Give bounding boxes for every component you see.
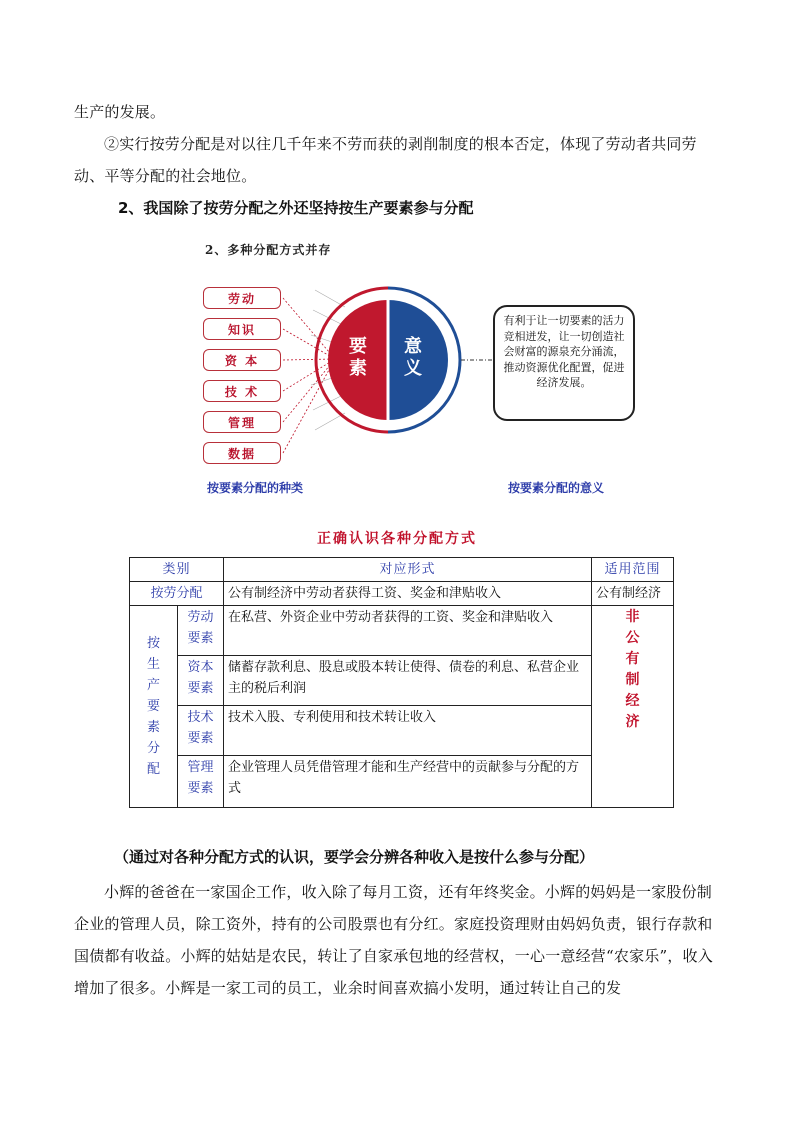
cell-factor-name: [178, 606, 224, 656]
caption-factor-types: 按要素分配的种类: [207, 481, 304, 495]
cell-factor-name: [178, 656, 224, 706]
cell-factor-name: [178, 756, 224, 808]
distribution-methods-table: [129, 557, 674, 808]
cell-factor-scope: [592, 606, 674, 808]
diagram-title: 2、多种分配方式并存: [205, 243, 332, 257]
connector-line: [283, 329, 335, 359]
table-title: 正确认识各种分配方式: [317, 531, 477, 547]
cell-factor-form: 技术入股、专利使用和技术转让收入: [224, 706, 592, 756]
factor-name-label: 管理要素: [187, 760, 214, 796]
factor-name-label: 技术要素: [187, 710, 214, 746]
circle-label-meaning: 意义: [404, 336, 422, 379]
table-header-row: [130, 558, 674, 582]
cell-labor-form: 公有制经济中劳动者获得工资、奖金和津贴收入: [224, 582, 592, 606]
cell-factor-form: 在私营、外资企业中劳动者获得的工资、奖金和津贴收入: [224, 606, 592, 656]
meaning-description-box: 有利于让一切要素的活力竞相迸发，让一切创造社会财富的源泉充分涌流，推动资源优化配置，促进经济发展。: [493, 305, 635, 421]
header-form: 对应形式: [224, 558, 592, 582]
cell-factor-name: [178, 706, 224, 756]
connector-line: [283, 359, 335, 391]
connector-line: [283, 359, 335, 453]
factor-management: 管理: [203, 411, 281, 433]
header-category: 类别: [130, 558, 224, 582]
connector-line: [283, 298, 335, 359]
paragraph-labor-distribution: ②实行按劳分配是对以往几千年来不劳而获的剥削制度的根本否定，体现了劳动者共同劳动、平等分配的社会地位。: [74, 135, 697, 185]
note-heading: （通过对各种分配方式的认识，要学会分辨各种收入是按什么参与分配）: [114, 848, 595, 866]
paragraph-intro-end: 生产的发展。: [74, 103, 166, 121]
story-paragraph: 小辉的爸爸在一家国企工作，收入除了每月工资，还有年终奖金。小辉的妈妈是一家股份制企业的管理人员，除工资外，持有的公司股票也有分红。家庭投资理财由妈妈负责，银行存款和国债都有收益。小辉的姑姑是农民，转让了自家承包地的经营权，一心一意经营“农家乐”，收入增加了很多。小辉是一家工司的员工，业余时间喜欢搞小发明，通过转让自己的发: [74, 883, 713, 997]
connector-line: [283, 359, 335, 422]
factor-capital: 资 本: [203, 349, 281, 371]
factor-scope-label: 非公有制经济: [625, 609, 640, 730]
caption-factor-meaning: 按要素分配的意义: [508, 481, 605, 495]
cell-factor-form: 企业管理人员凭借管理才能和生产经营中的贡献参与分配的方式: [224, 756, 592, 808]
header-scope: 适用范围: [592, 558, 674, 582]
factor-distribution-diagram: [195, 235, 655, 505]
factor-data: 数据: [203, 442, 281, 464]
cell-labor-category: 按劳分配: [130, 582, 224, 606]
factor-knowledge: 知识: [203, 318, 281, 340]
factor-name-label: 资本要素: [187, 660, 214, 696]
table-row: [130, 606, 674, 656]
factor-labor: 劳动: [203, 287, 281, 309]
cell-factor-group: [130, 606, 178, 808]
connector-line: [283, 359, 335, 360]
factor-technology: 技 术: [203, 380, 281, 402]
table-row: [130, 582, 674, 606]
factor-name-label: 劳动要素: [187, 610, 214, 646]
circle-label-factors: 要素: [349, 336, 367, 379]
section-heading: 2、我国除了按劳分配之外还坚持按生产要素参与分配: [118, 199, 474, 217]
cell-labor-scope: 公有制经济: [592, 582, 674, 606]
cell-factor-form: 储蓄存款利息、股息或股本转让使得、债卷的利息、私营企业主的税后利润: [224, 656, 592, 706]
factor-group-label: 按生产要素分配: [146, 636, 160, 777]
